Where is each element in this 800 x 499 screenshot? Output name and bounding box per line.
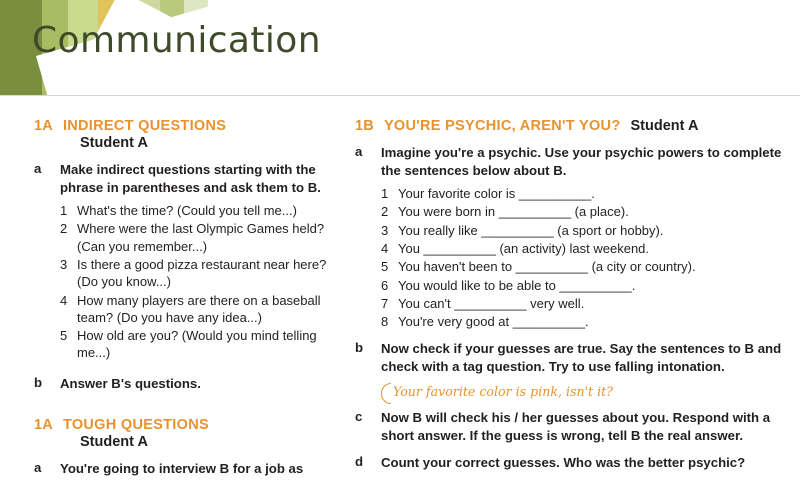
numbered-list (60, 202, 346, 362)
handwritten-example-text: Your favorite color is pink, isn't it? (393, 384, 613, 400)
page-title: Communication (32, 20, 321, 61)
list-item: 2 Where were the last Olympic Games held? (Can you remember...) (60, 220, 346, 255)
section-name: INDIRECT QUESTIONS (62, 118, 227, 134)
item-body (60, 161, 346, 363)
list-item (34, 375, 346, 393)
list-item: 6 You would like to be able to __________. (381, 277, 785, 294)
list-item (355, 409, 785, 444)
list-item: 5 You haven't been to __________ (a city or country). (381, 258, 785, 275)
section-number: 1A (34, 417, 53, 434)
item-body (381, 144, 785, 331)
list-item-text: You would like to be able to __________. (398, 277, 636, 293)
list-item-text: What's the time? (Could you tell me...) (77, 203, 297, 219)
right-column (355, 118, 785, 480)
list-item-text: You're very good at __________. (398, 314, 589, 330)
item-letter: c (355, 409, 363, 425)
list-item: 5 How old are you? (Would you mind telling me...) (60, 327, 346, 362)
list-item (355, 454, 785, 472)
list-item: 7 You can't __________ very well. (381, 295, 785, 312)
list-item (355, 340, 785, 375)
section-name: YOU'RE PSYCHIC, AREN'T YOU? (383, 118, 621, 134)
section-student-label: Student A (630, 118, 699, 134)
list-item-text: Where were the last Olympic Games held? (Can you remember...) (77, 221, 325, 254)
item-letter: a (34, 161, 42, 176)
list-item-text: Is there a good pizza restaurant near here? (Do you know...) (77, 256, 327, 290)
list-item-text: You haven't been to __________ (a city or country). (398, 259, 696, 275)
list-item: 4 How many players are there on a baseball team? (Do you have any idea...) (60, 292, 346, 327)
left-column (34, 118, 346, 487)
list-item (34, 161, 346, 363)
item-text: Make indirect questions starting with the phrase in parentheses and ask them to B. (60, 162, 321, 195)
section-student-label: Student A (80, 135, 148, 151)
section-student-label: Student A (80, 434, 148, 451)
section-number: 1A (34, 118, 53, 134)
bracket-icon (381, 383, 391, 404)
numbered-list (381, 185, 785, 330)
list-item: 2 You were born in __________ (a place). (381, 203, 785, 220)
list-item (355, 144, 785, 331)
list-item-text: How old are you? (Would you mind telling me...) (77, 328, 317, 361)
list-item: 8 You're very good at __________. (381, 313, 785, 330)
item-letter: a (34, 460, 42, 476)
page-header (0, 0, 800, 96)
item-letter: b (34, 374, 43, 390)
list-item-text: How many players are there on a baseball team? (Do you have any idea...) (77, 292, 321, 325)
item-text: Imagine you're a psychic. Use your psychic powers to complete the sentences below about B. (381, 145, 782, 178)
list-item-text: Your favorite color is __________. (398, 186, 595, 202)
section-heading (34, 118, 346, 134)
item-body: Now B will check his / her guesses about you. Respond with a short answer. If the guess is wrong, tell B the real answer. (381, 410, 771, 443)
section-number: 1B (355, 118, 374, 134)
section-indirect-questions (34, 118, 346, 392)
list-item-text: You can't __________ very well. (398, 295, 585, 311)
item-body: Now check if your guesses are true. Say the sentences to B and check with a tag question. Try to use falling intonation. (381, 341, 782, 374)
list-item: 1 What's the time? (Could you tell me...) (60, 202, 346, 219)
list-item: 3 You really like __________ (a sport or hobby). (381, 222, 785, 239)
item-letter: a (355, 144, 363, 159)
section-heading (355, 118, 785, 134)
header-divider (0, 95, 800, 96)
section-heading (34, 417, 346, 433)
item-body: You're going to interview B for a job as (60, 461, 304, 477)
list-item: 1 Your favorite color is __________. (381, 185, 785, 202)
list-item-text: You were born in __________ (a place). (398, 204, 629, 220)
list-item-text: You __________ (an activity) last weekend. (398, 240, 650, 256)
list-item: 4 You __________ (an activity) last weekend. (381, 240, 785, 257)
handwritten-example (381, 384, 785, 399)
list-item (34, 460, 346, 478)
list-item: 3 Is there a good pizza restaurant near here? (Do you know...) (60, 256, 346, 291)
list-item-text: You really like __________ (a sport or hobby). (398, 222, 664, 238)
item-letter: b (355, 340, 364, 356)
item-body: Count your correct guesses. Who was the better psychic? (381, 454, 746, 470)
section-name: TOUGH QUESTIONS (62, 417, 209, 434)
section-tough-questions (34, 417, 346, 478)
item-letter: d (355, 453, 364, 469)
item-body: Answer B's questions. (60, 375, 201, 391)
section-youre-psychic (355, 118, 785, 471)
